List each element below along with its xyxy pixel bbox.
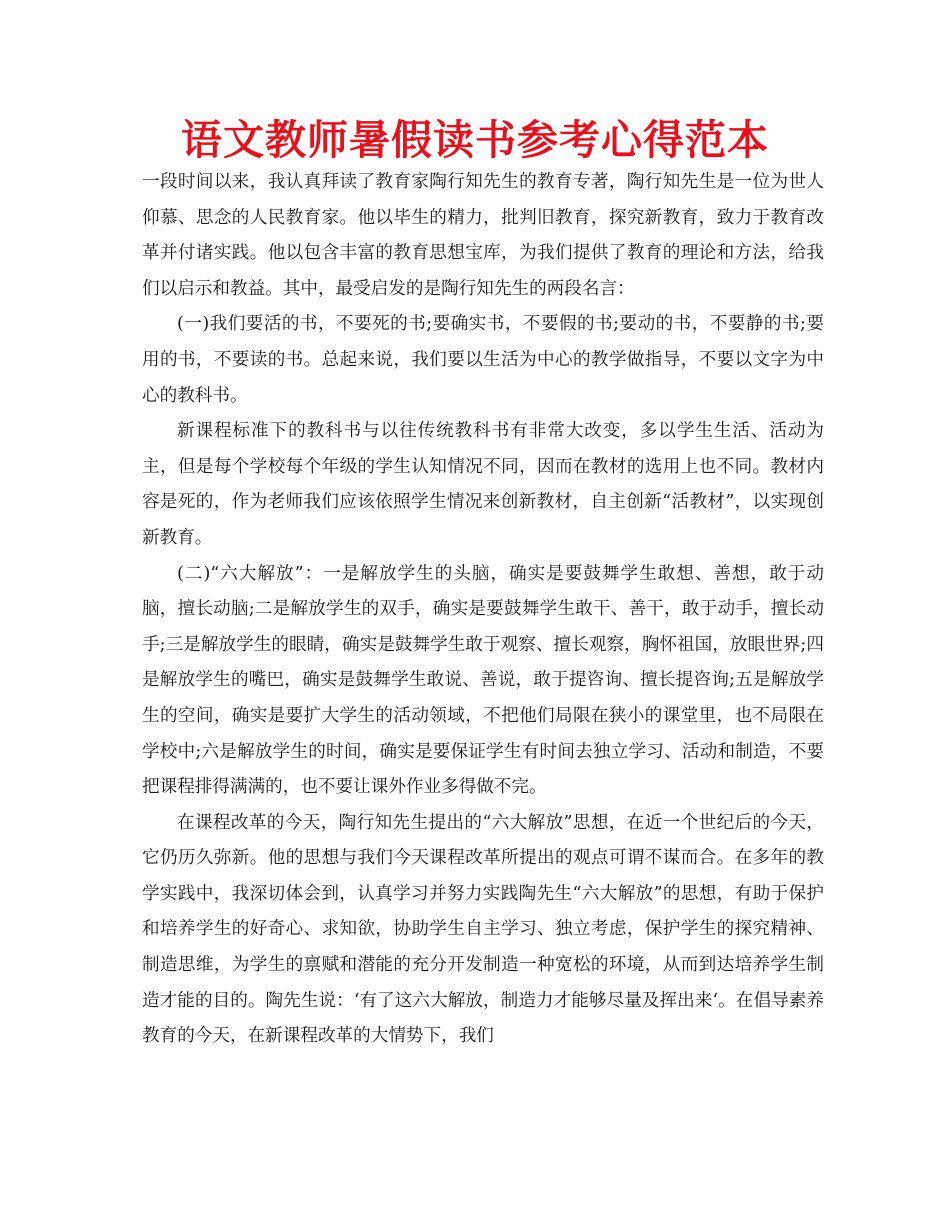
document-body bbox=[142, 165, 824, 1055]
paragraph-reform: 在课程改革的今天，陶行知先生提出的“六大解放”思想，在近一个世纪后的今天，它仍历久弥新。他的思想与我们今天课程改革所提出的观点可谓不谋而合。在多年的教学实践中，我深切体会到，认真学习并努力实践陶先生“六大解放”的思想，有助于保护和培养学生的好奇心、求知欲，协助学生自主学习、独立考虑，保护学生的探究精神、制造思维，为学生的禀赋和潜能的充分开发制造一种宽松的环境，从而到达培养学生制造才能的目的。陶先生说：‘有了这六大解放，制造力才能够尽量及挥出来‘。在倡导素养教育的今天，在新课程改革的大情势下，我们 bbox=[142, 812, 824, 1047]
paragraph-textbook: 新课程标准下的教科书与以往传统教科书有非常大改变，多以学生生活、活动为主，但是每个学校每个年级的学生认知情况不同，因而在教材的选用上也不同。教材内容是死的，作为老师我们应该依照学生情况来创新教材，自主创新“活教材”，以实现创新教育。 bbox=[142, 421, 824, 548]
paragraph-quote-one: (一)我们要活的书，不要死的书;要确实书，不要假的书;要动的书，不要静的书;要用的书，不要读的书。总起来说，我们要以生活为中心的教学做指导，不要以文字为中心的教科书。 bbox=[142, 314, 824, 406]
paragraph-intro: 一段时间以来，我认真拜读了教育家陶行知先生的教育专著，陶行知先生是一位为世人仰慕、思念的人民教育家。他以毕生的精力，批判旧教育，探究新教育，致力于教育改革并付诸实践。他以包含丰富的教育思想宝库，为我们提供了教育的理论和方法，给我们以启示和教益。其中，最受启发的是陶行知先生的两段名言： bbox=[142, 172, 824, 299]
document-title: 语文教师暑假读书参考心得范本 bbox=[181, 116, 769, 164]
paragraph-six-liberations: (二)“六大解放”：一是解放学生的头脑，确实是要鼓舞学生敢想、善想，敢于动脑，擅长动脑;二是解放学生的双手，确实是要鼓舞学生敢干、善干，敢于动手，擅长动手;三是解放学生的眼睛，确实是鼓舞学生敢于观察、擅长观察，胸怀祖国，放眼世界;四是解放学生的嘴巴，确实是鼓舞学生敢说、善说，敢于提咨询、擅长提咨询;五是解放学生的空间，确实是要扩大学生的活动领域，不把他们局限在狭小的课堂里，也不局限在学校中;六是解放学生的时间，确实是要保证学生有时间去独立学习、活动和制造，不要把课程排得满满的，也不要让课外作业多得做不完。 bbox=[142, 563, 824, 798]
